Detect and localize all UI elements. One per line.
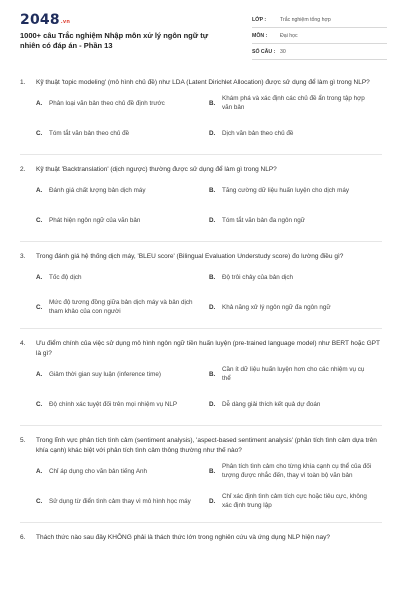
answer-option[interactable] bbox=[36, 118, 209, 148]
answer-text: Phân tích tình cảm cho từng khía cạnh cụ thể của đối tượng được nhắc đến, thay vì toàn bộ văn bản bbox=[222, 463, 372, 479]
question-number: 3. bbox=[20, 253, 26, 260]
answer-text: Mức độ tương đồng giữa bản dịch máy và bản dịch tham khảo của con người bbox=[49, 299, 193, 315]
answer-text: Dễ dàng giải thích kết quả dự đoán bbox=[222, 400, 321, 408]
question-number: 4. bbox=[20, 340, 26, 347]
answer-text: Giảm thời gian suy luận (inference time) bbox=[49, 370, 161, 378]
answer-text: Độ chính xác tuyệt đối trên mọi nhiệm vụ NLP bbox=[49, 400, 178, 408]
answer-letter: B. bbox=[209, 99, 216, 107]
answer-letter: D. bbox=[209, 129, 216, 137]
question-6 bbox=[20, 533, 382, 543]
answer-option[interactable] bbox=[209, 262, 382, 292]
answer-option[interactable] bbox=[36, 175, 209, 205]
divider bbox=[20, 328, 382, 329]
question-text bbox=[20, 252, 382, 262]
page-title: 1000+ câu Trắc nghiệm Nhập môn xử lý ngôn ngữ tự nhiên có đáp án - Phần 13 bbox=[20, 31, 209, 50]
answer-text: Chỉ xác định tình cảm tích cực hoặc tiêu cực, không xác định trung lập bbox=[222, 493, 367, 509]
answer-option[interactable] bbox=[36, 262, 209, 292]
question-text bbox=[20, 339, 382, 359]
answer-option[interactable] bbox=[209, 389, 382, 419]
site-logo[interactable]: 2048.vn bbox=[20, 12, 71, 28]
answer-letter: D. bbox=[209, 497, 216, 505]
question-number: 1. bbox=[20, 79, 26, 86]
question-body: Kỹ thuật 'topic modeling' (mô hình chủ đề) như LDA (Latent Dirichlet Allocation) được sử dụng để làm gì trong NLP? bbox=[36, 79, 370, 86]
question-number: 6. bbox=[20, 534, 26, 541]
meta-row-subject bbox=[252, 28, 387, 44]
answer-option[interactable] bbox=[209, 118, 382, 148]
answer-text: Sử dụng từ điển tình cảm thay vì mô hình học máy bbox=[49, 497, 191, 505]
question-body: Kỹ thuật 'Backtranslation' (dịch ngược) thường được sử dụng để làm gì trong NLP? bbox=[36, 166, 277, 173]
answer-option[interactable] bbox=[36, 359, 209, 389]
answer-option[interactable] bbox=[209, 175, 382, 205]
divider bbox=[20, 154, 382, 155]
answer-letter: C. bbox=[36, 497, 43, 505]
meta-key: LỚP : bbox=[252, 16, 267, 23]
meta-value: Trắc nghiệm tổng hợp bbox=[280, 16, 331, 23]
answer-text: Khám phá và xác định các chủ đề ẩn trong tập hợp văn bản bbox=[222, 95, 365, 111]
answer-options bbox=[36, 88, 382, 148]
answer-option[interactable] bbox=[36, 389, 209, 419]
answer-letter: B. bbox=[209, 467, 216, 475]
answer-options bbox=[36, 359, 382, 419]
answer-option[interactable] bbox=[36, 205, 209, 235]
answer-options bbox=[36, 262, 382, 322]
question-body: Ưu điểm chính của việc sử dụng mô hình ngôn ngữ tiền huấn luyện (pre-trained language model) như BERT hoặc GPT là gì? bbox=[36, 340, 380, 357]
answer-letter: B. bbox=[209, 186, 216, 194]
question-number: 2. bbox=[20, 166, 26, 173]
question-5 bbox=[20, 436, 382, 523]
answer-option[interactable] bbox=[209, 456, 382, 486]
meta-value: Đại học bbox=[280, 32, 298, 39]
question-body: Trong lĩnh vực phân tích tình cảm (sentiment analysis), 'aspect-based sentiment analysis' (phân tích tình cảm dựa trên khía cạnh) khác biệt với phân tích tình cảm thông thường như thế nào? bbox=[36, 437, 377, 454]
answer-letter: A. bbox=[36, 99, 43, 107]
answer-text: Đánh giá chất lượng bản dịch máy bbox=[49, 186, 146, 194]
answer-text: Phát hiện ngôn ngữ của văn bản bbox=[49, 216, 141, 224]
answer-option[interactable] bbox=[209, 359, 382, 389]
answer-option[interactable] bbox=[209, 88, 382, 118]
divider bbox=[20, 425, 382, 426]
answer-text: Chỉ áp dụng cho văn bản tiếng Anh bbox=[49, 467, 148, 475]
question-number: 5. bbox=[20, 437, 26, 444]
answer-text: Tóm tắt văn bản đa ngôn ngữ bbox=[222, 216, 305, 224]
meta-row-count bbox=[252, 44, 387, 60]
answer-option[interactable] bbox=[36, 456, 209, 486]
question-text bbox=[20, 533, 382, 543]
meta-row-class bbox=[252, 12, 387, 28]
answer-letter: C. bbox=[36, 400, 43, 408]
answer-text: Tóm tắt văn bản theo chủ đề bbox=[49, 129, 130, 137]
answer-text: Khả năng xử lý ngôn ngữ đa ngôn ngữ bbox=[222, 303, 331, 311]
answer-option[interactable] bbox=[209, 292, 382, 322]
answer-option[interactable] bbox=[209, 205, 382, 235]
answer-text: Tốc độ dịch bbox=[49, 273, 82, 281]
answer-letter: C. bbox=[36, 216, 43, 224]
answer-letter: D. bbox=[209, 216, 216, 224]
meta-value: 30 bbox=[280, 48, 286, 55]
meta-key: MÔN : bbox=[252, 32, 268, 39]
answer-text: Tăng cường dữ liệu huấn luyện cho dịch máy bbox=[222, 186, 350, 194]
answer-text: Độ trôi chảy của bản dịch bbox=[222, 273, 294, 281]
answer-text: Dịch văn bản theo chủ đề bbox=[222, 129, 294, 137]
answer-option[interactable] bbox=[36, 292, 209, 322]
answer-option[interactable] bbox=[36, 486, 209, 516]
question-body: Trong đánh giá hệ thống dịch máy, 'BLEU score' (Bilingual Evaluation Understudy score) đo lường điều gì? bbox=[36, 253, 344, 260]
answer-letter: D. bbox=[209, 400, 216, 408]
answer-letter: D. bbox=[209, 303, 216, 311]
answer-options bbox=[36, 456, 382, 516]
question-list bbox=[20, 78, 382, 543]
answer-letter: C. bbox=[36, 303, 43, 311]
answer-text: Cần ít dữ liệu huấn luyện hơn cho các nhiệm vụ cụ thể bbox=[222, 366, 365, 382]
answer-letter: A. bbox=[36, 467, 43, 475]
question-1 bbox=[20, 78, 382, 155]
answer-letter: B. bbox=[209, 273, 216, 281]
divider bbox=[20, 522, 382, 523]
answer-option[interactable] bbox=[36, 88, 209, 118]
meta-key: SỐ CÂU : bbox=[252, 48, 276, 55]
answer-option[interactable] bbox=[209, 486, 382, 516]
answer-options bbox=[36, 175, 382, 235]
document-header bbox=[0, 0, 400, 62]
question-text bbox=[20, 78, 382, 88]
question-3 bbox=[20, 252, 382, 329]
meta-info bbox=[252, 12, 387, 60]
question-body: Thách thức nào sau đây KHÔNG phải là thách thức lớn trong nghiên cứu và ứng dụng NLP hiện nay? bbox=[36, 534, 331, 541]
question-2 bbox=[20, 165, 382, 242]
answer-letter: C. bbox=[36, 129, 43, 137]
answer-letter: B. bbox=[209, 370, 216, 378]
answer-letter: A. bbox=[36, 370, 43, 378]
answer-letter: A. bbox=[36, 186, 43, 194]
question-text bbox=[20, 436, 382, 456]
divider bbox=[20, 241, 382, 242]
question-4 bbox=[20, 339, 382, 426]
answer-text: Phân loại văn bản theo chủ đề định trước bbox=[49, 99, 165, 107]
question-text bbox=[20, 165, 382, 175]
answer-letter: A. bbox=[36, 273, 43, 281]
